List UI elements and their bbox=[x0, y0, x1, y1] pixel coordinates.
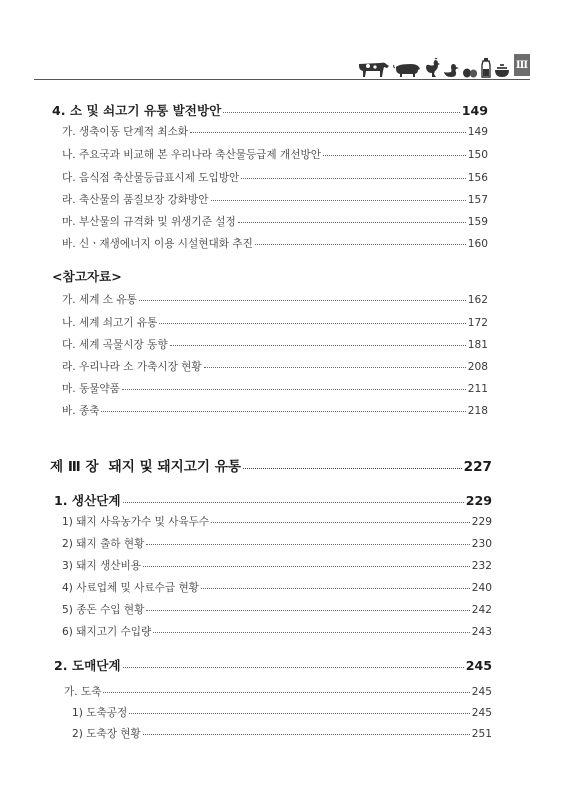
pig-icon bbox=[393, 62, 421, 78]
cow-icon bbox=[356, 58, 390, 78]
toc-item[interactable]: 나. 주요국과 비교해 본 우리나라 축산물등급제 개선방안 150 bbox=[62, 149, 488, 161]
toc-heading-production[interactable]: 1. 생산단계 229 bbox=[54, 493, 492, 508]
toc-item[interactable]: 2) 돼지 출하 현황 230 bbox=[62, 538, 492, 550]
toc-item[interactable]: 마. 동물약품 211 bbox=[62, 383, 488, 395]
toc-item[interactable]: 3) 돼지 생산비용 232 bbox=[62, 560, 492, 572]
duck-icon bbox=[443, 62, 459, 78]
chapter-prefix: 제 Ⅲ 장 bbox=[50, 459, 99, 475]
toc-item[interactable]: 다. 음식점 축산물등급표시제 도입방안 156 bbox=[62, 172, 488, 184]
page-header bbox=[34, 48, 530, 80]
toc-heading-4[interactable] bbox=[52, 100, 488, 119]
toc-item[interactable]: 가. 도축 245 bbox=[64, 686, 492, 698]
toc-item[interactable]: 마. 부산물의 규격화 및 위생기준 설정 159 bbox=[62, 216, 488, 228]
toc-chapter-3[interactable] bbox=[50, 455, 492, 475]
toc-item[interactable]: 5) 종돈 수입 현황 242 bbox=[62, 604, 492, 616]
eggs-icon bbox=[462, 66, 478, 78]
toc-page: 149 bbox=[461, 103, 488, 118]
leader-dots bbox=[243, 467, 462, 469]
chapter-label: 돼지 및 돼지고기 유통 bbox=[108, 459, 241, 475]
livestock-icon-strip bbox=[356, 50, 510, 78]
toc-heading-wholesale[interactable]: 2. 도매단계 245 bbox=[54, 658, 492, 673]
toc-item[interactable]: 6) 돼지고기 수입량 243 bbox=[62, 626, 492, 638]
toc-item[interactable]: 바. 종축 218 bbox=[62, 405, 488, 417]
toc-item[interactable]: 라. 축산물의 품질보장 강화방안 157 bbox=[62, 194, 488, 206]
milk-bottle-icon bbox=[481, 58, 491, 78]
header-rule bbox=[34, 79, 530, 80]
toc-item[interactable]: 가. 세계 소 유통 162 bbox=[62, 294, 488, 306]
toc-page: 227 bbox=[463, 459, 492, 475]
toc-item[interactable]: 가. 생축이동 단계적 최소화 149 bbox=[62, 126, 488, 138]
toc-item[interactable]: 4) 사료업체 및 사료수급 현황 240 bbox=[62, 582, 492, 594]
toc-item[interactable]: 나. 세계 쇠고기 유통 172 bbox=[62, 317, 488, 329]
toc-item[interactable]: 라. 우리나라 소 가축시장 현황 208 bbox=[62, 361, 488, 373]
toc-item[interactable]: 다. 세계 곡물시장 동향 181 bbox=[62, 339, 488, 351]
leader-dots bbox=[223, 111, 459, 113]
toc-item[interactable]: 1) 돼지 사육농가수 및 사육두수 229 bbox=[62, 516, 492, 528]
references-title: <참고자료> bbox=[52, 269, 122, 284]
toc-item[interactable]: 바. 신ㆍ재생에너지 이용 시설현대화 추진 160 bbox=[62, 238, 488, 250]
toc-item[interactable]: 2) 도축장 현황 251 bbox=[72, 728, 492, 740]
chicken-icon bbox=[424, 58, 440, 78]
toc-item[interactable]: 1) 도축공정 245 bbox=[72, 707, 492, 719]
chapter-badge: Ⅲ bbox=[514, 54, 530, 76]
toc-label: 4. 소 및 쇠고기 유통 발전방안 bbox=[52, 103, 222, 118]
bowl-icon bbox=[494, 64, 510, 78]
